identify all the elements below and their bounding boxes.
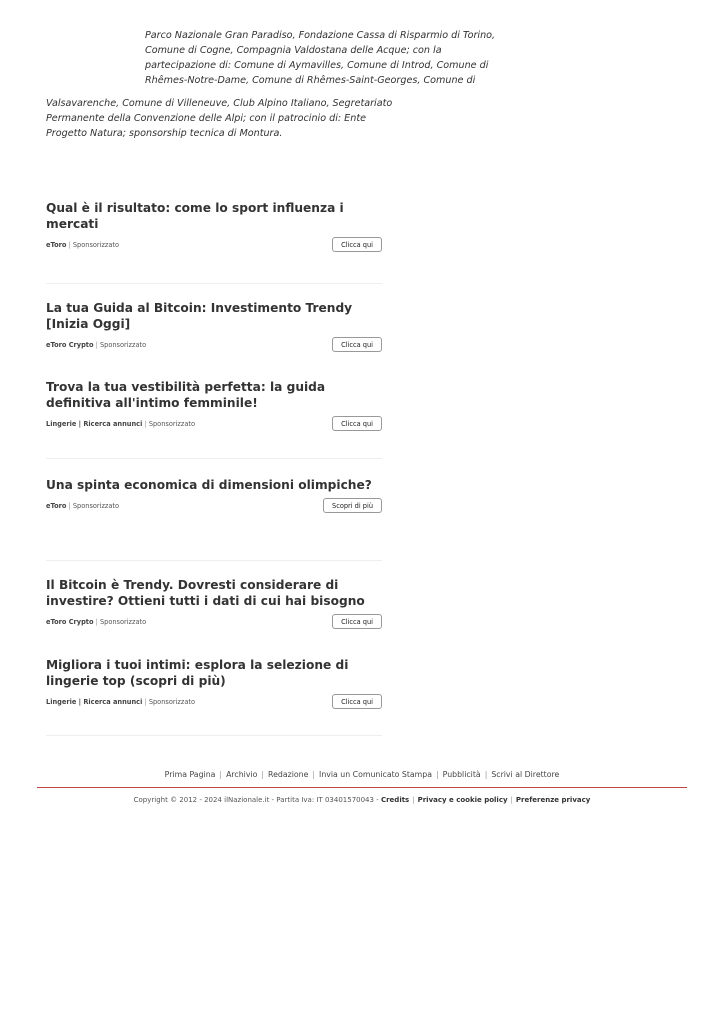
- footer-link-prima-pagina[interactable]: Prima Pagina: [164, 770, 216, 779]
- sponsored-title[interactable]: Trova la tua vestibilità perfetta: la guida definitiva all'intimo femminile!: [46, 380, 326, 410]
- cta-button[interactable]: Clicca qui: [332, 614, 382, 629]
- sponsored-title[interactable]: La tua Guida al Bitcoin: Investimento Trendy [Inizia Oggi]: [46, 301, 353, 331]
- nav-separator: |: [261, 770, 265, 779]
- nav-separator: |: [436, 770, 439, 779]
- article-credits: [46, 26, 496, 141]
- credits-line: Valsavarenche, Comune di Villeneuve, Club Alpino Italiano, Segretariato: [46, 98, 393, 109]
- footer-link-scrivi-direttore[interactable]: Scrivi al Direttore: [491, 770, 560, 779]
- sponsored-item[interactable]: [46, 300, 382, 353]
- sponsored-meta: [46, 416, 382, 432]
- footer-link-archivio[interactable]: Archivio: [226, 770, 258, 779]
- sponsored-meta: [46, 237, 382, 253]
- footer-rule: [37, 787, 687, 788]
- credits-full-paragraph: [46, 96, 486, 141]
- feed-divider: [46, 560, 382, 561]
- credits-line: Rhêmes-Notre-Dame, Comune di Rhêmes-Saint-Georges, Comune di: [145, 75, 476, 86]
- credits-line: Parco Nazionale Gran Paradiso, Fondazione Cassa di Risparmio di Torino,: [145, 30, 496, 41]
- footer-link-credits[interactable]: Credits: [380, 796, 410, 804]
- sponsored-item[interactable]: [46, 657, 382, 710]
- sponsor-brand[interactable]: eToro Crypto: [46, 341, 94, 349]
- sponsored-item[interactable]: [46, 200, 382, 253]
- feed-divider: [46, 735, 382, 736]
- sponsor-brand[interactable]: eToro Crypto: [46, 618, 94, 626]
- sponsored-label: Sponsorizzato: [72, 241, 120, 249]
- sponsored-item[interactable]: [46, 477, 382, 514]
- footer-link-comunicato-stampa[interactable]: Invia un Comunicato Stampa: [319, 770, 433, 779]
- sponsor-brand[interactable]: eToro: [46, 502, 67, 510]
- sponsored-label: Sponsorizzato: [99, 618, 147, 626]
- credits-indented-paragraph: [145, 26, 496, 88]
- sponsored-label: Sponsorizzato: [148, 420, 195, 428]
- feed-divider: [46, 458, 382, 459]
- sponsored-meta: [46, 337, 382, 353]
- sponsor-brand[interactable]: Lingerie | Ricerca annunci: [46, 698, 143, 706]
- sponsored-item[interactable]: [46, 577, 382, 630]
- sponsored-title[interactable]: Una spinta economica di dimensioni olimpiche?: [46, 478, 372, 492]
- footer-link-preferenze-privacy[interactable]: Preferenze privacy: [515, 796, 591, 804]
- copyright-text: Copyright © 2012 - 2024 ilNazionale.it - Partita Iva: IT 03401570043 -: [133, 796, 379, 804]
- nav-separator: |: [219, 770, 223, 779]
- sponsored-label: Sponsorizzato: [148, 698, 195, 706]
- cta-button[interactable]: Scopri di più: [323, 498, 382, 513]
- cta-button[interactable]: Clicca qui: [332, 416, 382, 431]
- footer-nav: [0, 769, 724, 781]
- sponsored-title[interactable]: Il Bitcoin è Trendy. Dovresti considerare di investire? Ottieni tutti i dati di cui hai bisogno: [46, 578, 365, 608]
- sponsor-brand[interactable]: Lingerie | Ricerca annunci: [46, 420, 143, 428]
- sponsored-label: Sponsorizzato: [99, 341, 147, 349]
- meta-separator: |: [68, 502, 71, 510]
- nav-separator: |: [312, 770, 316, 779]
- sponsor-brand[interactable]: eToro: [46, 241, 67, 249]
- footer-copyright: [0, 794, 724, 806]
- meta-separator: |: [95, 618, 98, 626]
- link-separator: |: [412, 796, 415, 804]
- sponsored-title[interactable]: Migliora i tuoi intimi: esplora la selezione di lingerie top (scopri di più): [46, 658, 349, 688]
- footer-link-redazione[interactable]: Redazione: [268, 770, 309, 779]
- credits-line: partecipazione di: Comune di Aymavilles, Comune di Introd, Comune di: [145, 60, 489, 71]
- sponsored-item[interactable]: [46, 379, 382, 432]
- nav-separator: |: [484, 770, 488, 779]
- sponsored-meta: [46, 498, 382, 514]
- credits-line: Comune di Cogne, Compagnia Valdostana delle Acque; con la: [145, 45, 442, 56]
- sponsored-meta: [46, 614, 382, 630]
- footer-link-privacy[interactable]: Privacy e cookie policy: [417, 796, 508, 804]
- meta-separator: |: [144, 420, 147, 428]
- feed-divider: [46, 283, 382, 284]
- credits-line: Progetto Natura; sponsorship tecnica di Montura.: [46, 128, 283, 139]
- cta-button[interactable]: Clicca qui: [332, 337, 382, 352]
- credits-line: Permanente della Convenzione delle Alpi; con il patrocinio di: Ente: [46, 113, 366, 124]
- cta-button[interactable]: Clicca qui: [332, 694, 382, 709]
- cta-button[interactable]: Clicca qui: [332, 237, 382, 252]
- link-separator: |: [510, 796, 513, 804]
- meta-separator: |: [144, 698, 147, 706]
- sponsored-label: Sponsorizzato: [72, 502, 120, 510]
- sponsored-title[interactable]: Qual è il risultato: come lo sport influenza i mercati: [46, 201, 344, 231]
- meta-separator: |: [95, 341, 98, 349]
- footer-link-pubblicita[interactable]: Pubblicità: [442, 770, 481, 779]
- sponsored-meta: [46, 694, 382, 710]
- meta-separator: |: [68, 241, 71, 249]
